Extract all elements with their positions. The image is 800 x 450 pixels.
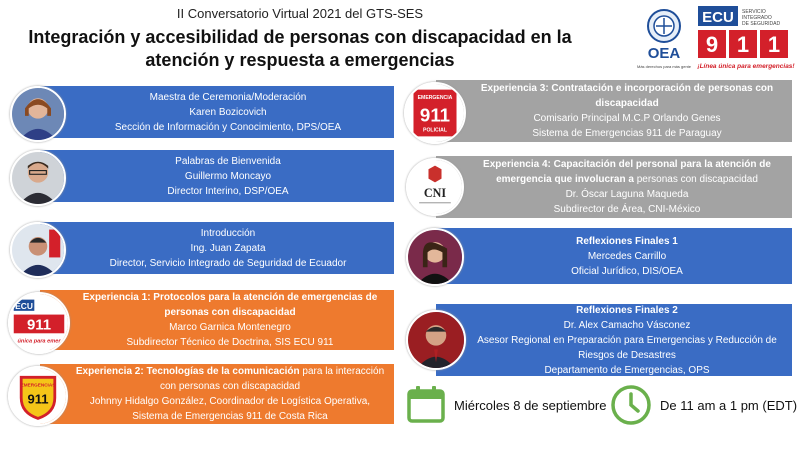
card-role: Sistema de Emergencias 911 de Paraguay [532, 128, 722, 139]
card-role: Sistema de Emergencias 911 de Costa Rica [132, 411, 328, 422]
card-role: Asesor Regional en Preparación para Emergencias y Reducción de Riesgos de Desastres [477, 334, 777, 361]
paraguay-911-badge [404, 82, 466, 144]
event-title [0, 26, 600, 72]
svg-text:SERVICIO: SERVICIO [742, 9, 766, 15]
card-heading: Introducción [200, 227, 256, 239]
program-card-intro [40, 222, 394, 274]
event-subtitle: II Conversatorio Virtual 2021 del GTS-SES [176, 6, 424, 21]
card-speaker: Comisario Principal M.C.P Orlando Genes [533, 113, 721, 124]
program-card-experience-3 [436, 80, 792, 142]
svg-text:única para emer: única para emer [17, 338, 61, 345]
title-line-1: Integración y accesibilidad de personas con discapacidad en la [28, 27, 572, 47]
avatar-alex [406, 310, 466, 370]
svg-text:911: 911 [27, 391, 49, 407]
card-heading: Experiencia 1: Protocolos para la atención de emergencias de personas con discapacidad [82, 292, 378, 318]
svg-text:INTEGRADO: INTEGRADO [742, 15, 772, 21]
card-heading: Reflexiones Finales 2 [576, 304, 678, 316]
card-role: Subdirector Técnico de Doctrina, SIS ECU 911 [126, 337, 334, 348]
avatar-karen [10, 86, 66, 142]
card-department: Departamento de Emergencias, OPS [544, 364, 710, 376]
ecu-logo-text: ECU [702, 9, 734, 26]
svg-text:9: 9 [705, 32, 719, 57]
card-role: Sección de Información y Conocimiento, DPS/OEA [114, 121, 342, 133]
card-role: Director Interino, DSP/OEA [167, 185, 289, 197]
svg-text:911: 911 [419, 104, 451, 126]
svg-text:EMERGENCIA: EMERGENCIA [417, 94, 453, 101]
oea-logo [636, 4, 692, 72]
card-role: Subdirector de Área, CNI-México [553, 204, 701, 215]
program-card-reflections-2 [436, 304, 792, 376]
svg-text:1: 1 [767, 32, 781, 57]
card-heading: Maestra de Ceremonia/Moderación [149, 91, 307, 103]
card-heading: Experiencia 4: Capacitación del personal para la atención de emergencia que involucran a personas con discapacidad [483, 159, 771, 185]
program-card-experience-1 [40, 290, 394, 350]
card-speaker: Ing. Juan Zapata [190, 242, 266, 254]
program-card-experience-4 [436, 156, 792, 218]
ecu911-badge [8, 292, 70, 354]
program-card-reflections-1 [436, 228, 792, 284]
svg-text:1: 1 [736, 32, 750, 57]
title-line-2: atención y respuesta a emergencias [145, 50, 455, 70]
card-role: Director, Servicio Integrado de Seguridad de Ecuador [109, 257, 347, 269]
program-card-welcome [40, 150, 394, 202]
oea-logo-text: OEA [647, 45, 681, 62]
oea-logo-tagline: Más derechos para más gente [636, 64, 692, 69]
card-heading: Experiencia 2: Tecnologías de la comunicación para la interacción con personas con discapacidad [75, 366, 385, 392]
svg-text:911: 911 [26, 316, 52, 334]
event-time: De 11 am a 1 pm (EDT) [660, 398, 798, 413]
card-speaker: Dr. Óscar Laguna Maqueda [565, 189, 689, 200]
card-speaker: Mercedes Carrillo [587, 250, 667, 262]
avatar-guillermo [10, 150, 66, 206]
costa-rica-911-badge [8, 366, 68, 426]
svg-text:DE SEGURIDAD: DE SEGURIDAD [742, 21, 781, 27]
svg-text:POLICIAL: POLICIAL [423, 127, 447, 134]
card-speaker: Marco Garnica Montenegro [169, 322, 291, 333]
avatar-juan [10, 222, 66, 278]
cni-badge [406, 158, 464, 216]
card-speaker: Karen Bozicovich [189, 106, 267, 118]
card-role: Oficial Jurídico, DIS/OEA [571, 265, 683, 277]
card-heading: Palabras de Bienvenida [175, 155, 281, 167]
event-date: Miércoles 8 de septiembre [454, 398, 607, 413]
card-speaker: Guillermo Moncayo [184, 170, 272, 182]
card-speaker: Dr. Alex Camacho Vásconez [563, 319, 691, 331]
svg-text:EMERGENCIAS: EMERGENCIAS [20, 382, 56, 388]
card-heading: Reflexiones Finales 1 [576, 235, 678, 247]
ecu-logo-slogan: ¡Línea única para emergencias! [697, 63, 795, 70]
svg-text:CNI: CNI [423, 186, 447, 201]
program-card-experience-2 [40, 364, 394, 424]
ecu911-logo [696, 4, 796, 72]
clock-icon [610, 384, 652, 426]
svg-text:ECU: ECU [15, 300, 33, 311]
calendar-icon [406, 384, 446, 424]
card-heading: Experiencia 3: Contratación e incorporación de personas con discapacidad [480, 83, 774, 109]
program-card-ceremony [40, 86, 394, 138]
avatar-mercedes [406, 228, 464, 286]
card-speaker: Johnny Hidalgo González, Coordinador de Logística Operativa, [89, 396, 371, 407]
